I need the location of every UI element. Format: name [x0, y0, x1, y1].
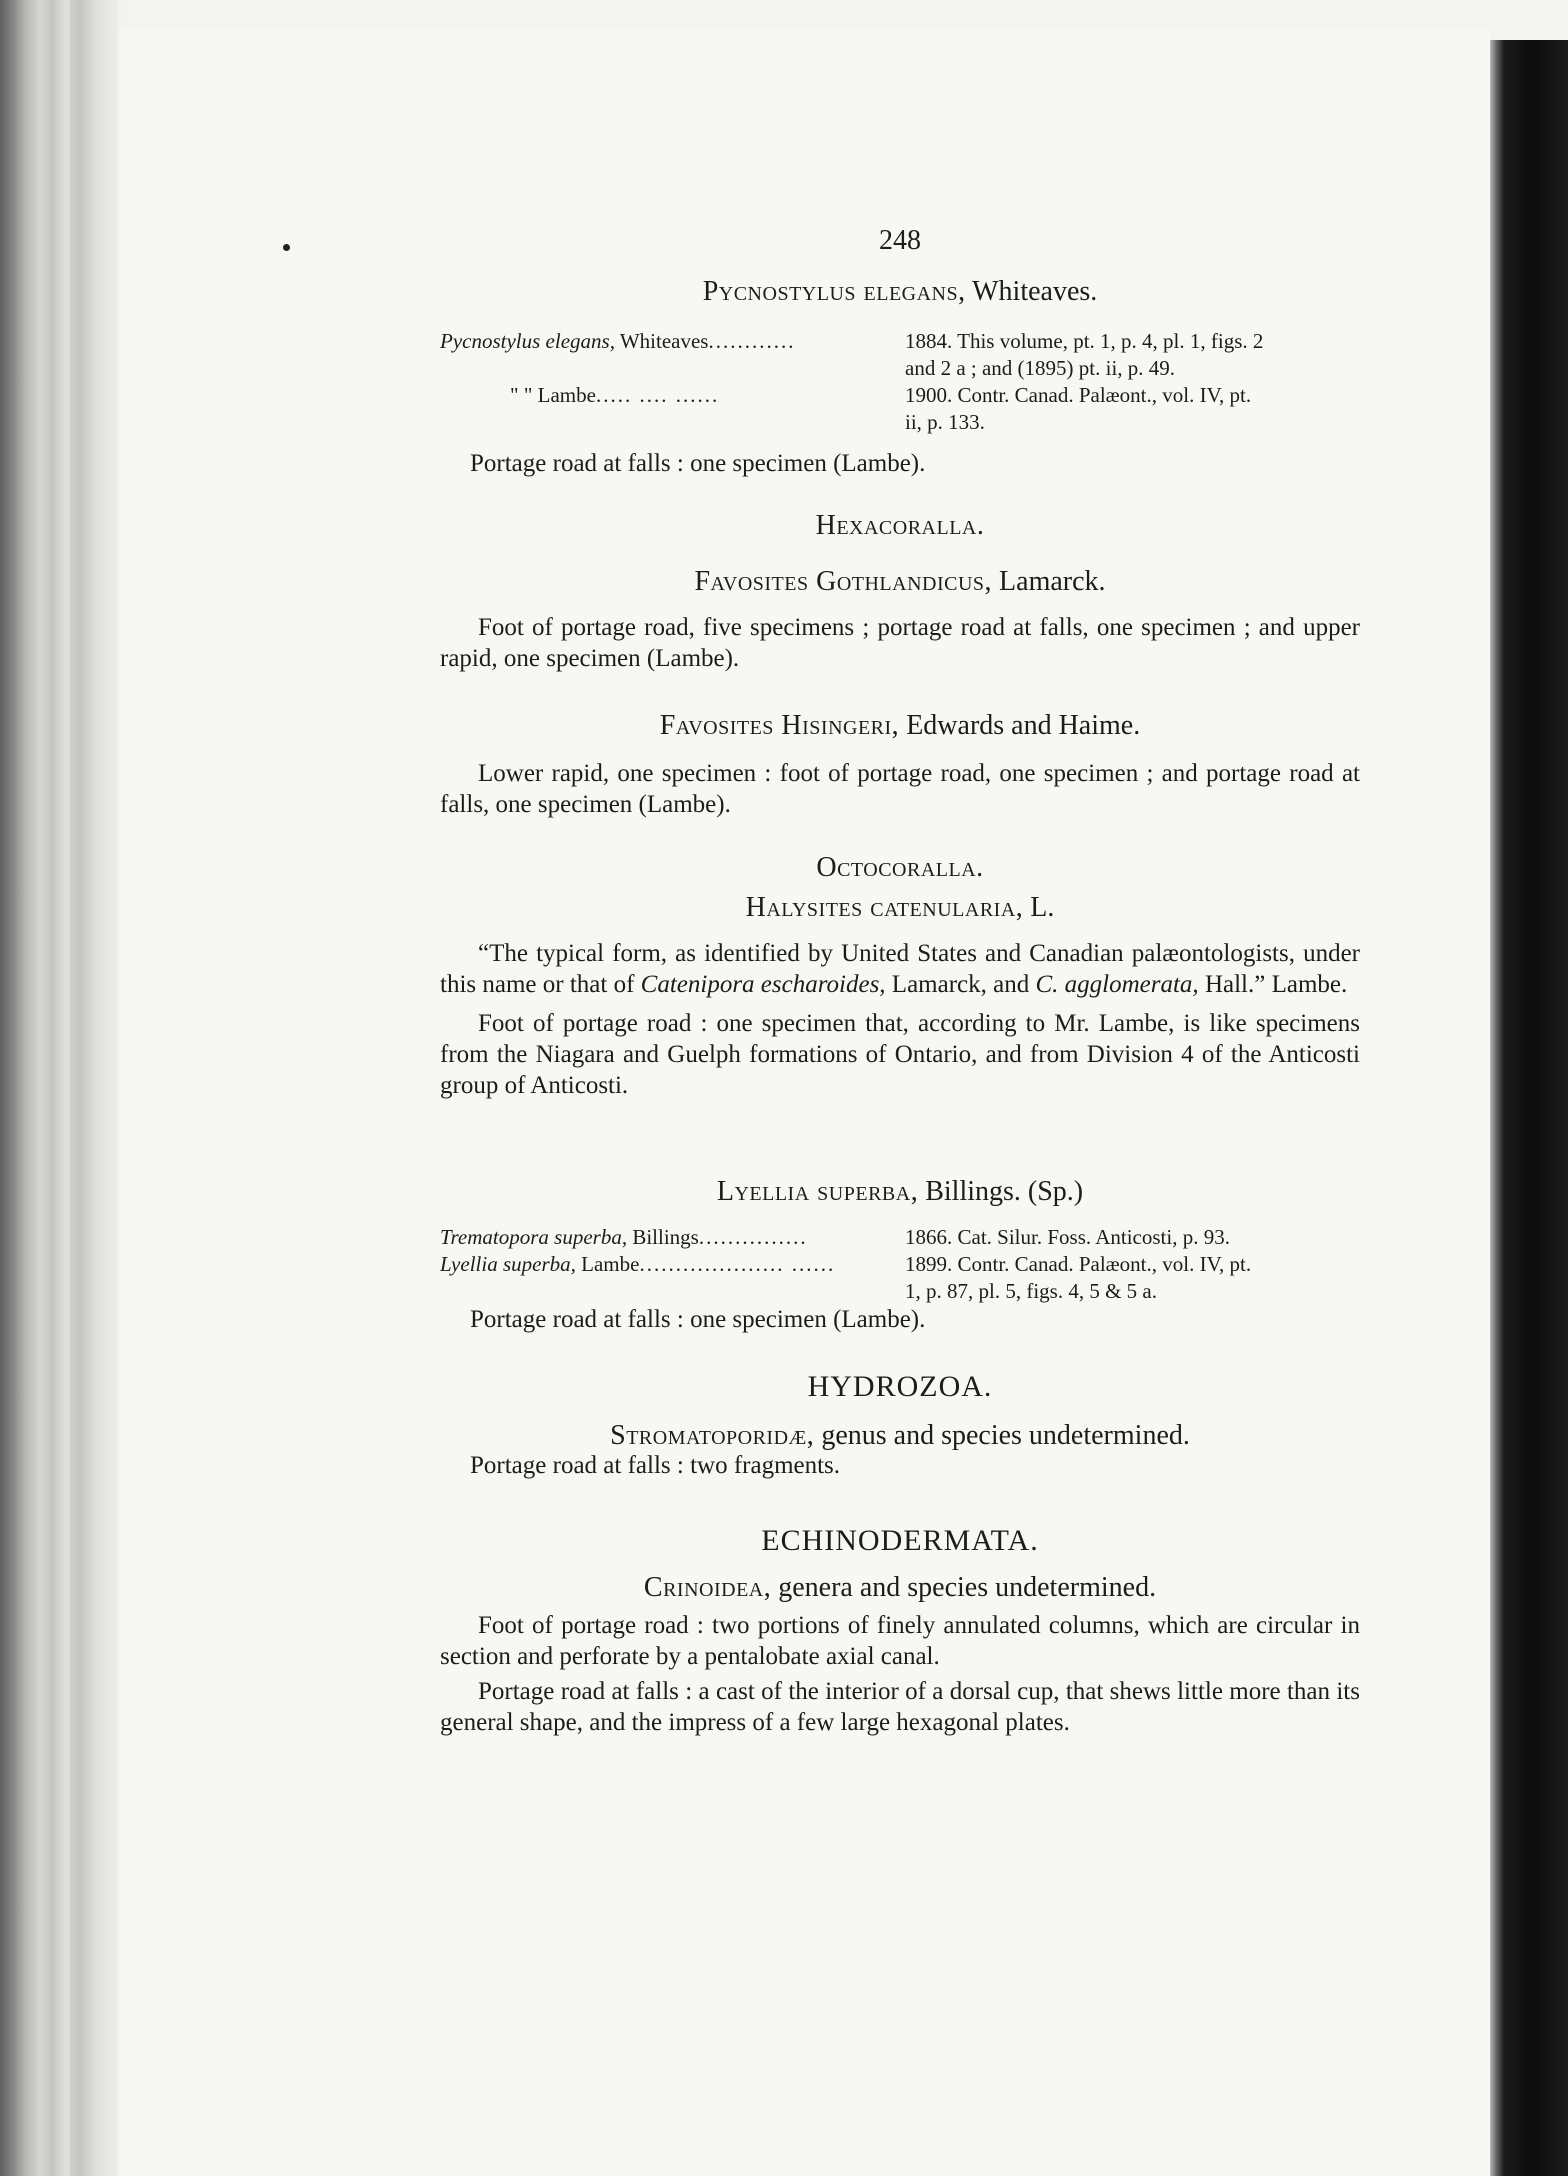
- reference-row: [440, 328, 1365, 355]
- species-author: L.: [1030, 892, 1055, 923]
- species-name: Favosites Hisingeri,: [659, 710, 900, 741]
- reference-row: [440, 1224, 1365, 1251]
- reference-continuation: and 2 a ; and (1895) pt. ii, p. 49.: [905, 356, 1176, 380]
- reference-author: Lambe: [575, 1252, 640, 1276]
- family-note: genus and species undetermined.: [821, 1420, 1190, 1451]
- species-name: Favosites Gothlandicus,: [694, 566, 993, 597]
- reference-row: [440, 1251, 1365, 1278]
- reference-detail: 1900. Contr. Canad. Palæont., vol. IV, pt.: [905, 383, 1252, 407]
- locality-text: Lower rapid, one specimen : foot of portage road, one specimen ; and portage road at falls, one specimen (Lambe).: [440, 760, 1360, 818]
- reference-leader: ..... .... ......: [595, 383, 720, 407]
- species-heading-lyellia: [440, 1176, 1360, 1208]
- reference-continuation: ii, p. 133.: [905, 410, 985, 434]
- family-heading-crinoidea: [440, 1572, 1360, 1604]
- species-heading-pycnostylus: [440, 276, 1360, 308]
- locality-text: Portage road at falls : a cast of the interior of a dorsal cup, that shews little more than its general shape, and the impress of a few large hexagonal plates.: [440, 1678, 1360, 1736]
- species-name: Lyellia superba,: [716, 1176, 919, 1207]
- species-name: Pycnostylus elegans,: [702, 276, 966, 307]
- quote-taxon: Catenipora escharoides,: [640, 971, 886, 998]
- class-heading-echinodermata: ECHINODERMATA.: [761, 1524, 1039, 1557]
- family-heading-stromatoporidae: [440, 1420, 1360, 1452]
- reference-ditto: " ": [510, 383, 533, 407]
- species-heading-favosites-hisingeri: [440, 710, 1360, 742]
- reference-taxon: Pycnostylus elegans,: [440, 329, 615, 353]
- reference-detail: 1866. Cat. Silur. Foss. Anticosti, p. 93.: [905, 1225, 1230, 1249]
- locality-text: Portage road at falls : one specimen (Lambe).: [470, 1306, 926, 1333]
- quote-text: “The typical form, as identified by United States and Canadian palæontologists, under this name or that of: [440, 940, 1360, 998]
- species-author: Whiteaves.: [972, 276, 1098, 307]
- reference-continuation: 1, p. 87, pl. 5, figs. 4, 5 & 5 a.: [905, 1279, 1157, 1303]
- reference-taxon: Lyellia superba,: [440, 1252, 576, 1276]
- reference-leader: ...............: [698, 1225, 808, 1249]
- species-heading-halysites: [440, 892, 1360, 924]
- locality-text: Foot of portage road, five specimens ; portage road at falls, one specimen ; and upper rapid, one specimen (Lambe).: [440, 614, 1360, 672]
- quote-taxon: C. agglomerata,: [1035, 971, 1199, 998]
- gutter-shadow: [70, 0, 130, 2176]
- species-author: Billings. (Sp.): [925, 1176, 1084, 1207]
- reference-author: Whiteaves: [614, 329, 709, 353]
- quote-text: Hall.” Lambe.: [1198, 971, 1348, 998]
- family-note: genera and species undetermined.: [778, 1572, 1157, 1603]
- class-heading-hydrozoa: HYDROZOA.: [807, 1370, 993, 1403]
- reference-taxon: Trematopora superba,: [440, 1225, 628, 1249]
- family-name: Stromatoporidæ,: [610, 1420, 815, 1451]
- species-name: Halysites catenularia,: [745, 892, 1024, 923]
- reference-detail: 1884. This volume, pt. 1, p. 4, pl. 1, figs. 2: [905, 329, 1264, 353]
- species-author: Lamarck.: [999, 566, 1106, 597]
- quoted-description: [440, 938, 1360, 1000]
- family-name: Crinoidea,: [643, 1572, 772, 1603]
- reference-list-pycnostylus: [440, 328, 1365, 436]
- species-heading-favosites-gothlandicus: [440, 566, 1360, 598]
- reference-author: Billings: [627, 1225, 699, 1249]
- reference-leader: ............: [708, 329, 796, 353]
- locality-text: Portage road at falls : one specimen (Lambe).: [470, 450, 926, 477]
- quote-text: Lamarck, and: [885, 971, 1036, 998]
- reference-detail: 1899. Contr. Canad. Palæont., vol. IV, pt.: [905, 1252, 1252, 1276]
- class-heading-octocoralla: Octocoralla.: [816, 852, 984, 883]
- reference-leader: .................... ......: [639, 1252, 836, 1276]
- reference-list-lyellia: [440, 1224, 1365, 1305]
- page-number: 248: [879, 225, 921, 256]
- ink-speck: [283, 244, 290, 251]
- species-author: Edwards and Haime.: [906, 710, 1141, 741]
- locality-text: Foot of portage road : two portions of finely annulated columns, which are circular in section and perforate by a pentalobate axial canal.: [440, 1612, 1360, 1670]
- reference-row: [440, 382, 1365, 409]
- right-page-edge: [1490, 40, 1568, 2176]
- reference-author: Lambe: [532, 383, 596, 407]
- locality-text: Portage road at falls : two fragments.: [470, 1452, 841, 1479]
- class-heading-hexacoralla: Hexacoralla.: [815, 510, 985, 541]
- locality-text: Foot of portage road : one specimen that, according to Mr. Lambe, is like specimens from the Niagara and Guelph formations of Ontario, and from Division 4 of the Anticosti group of Anticosti.: [440, 1010, 1360, 1099]
